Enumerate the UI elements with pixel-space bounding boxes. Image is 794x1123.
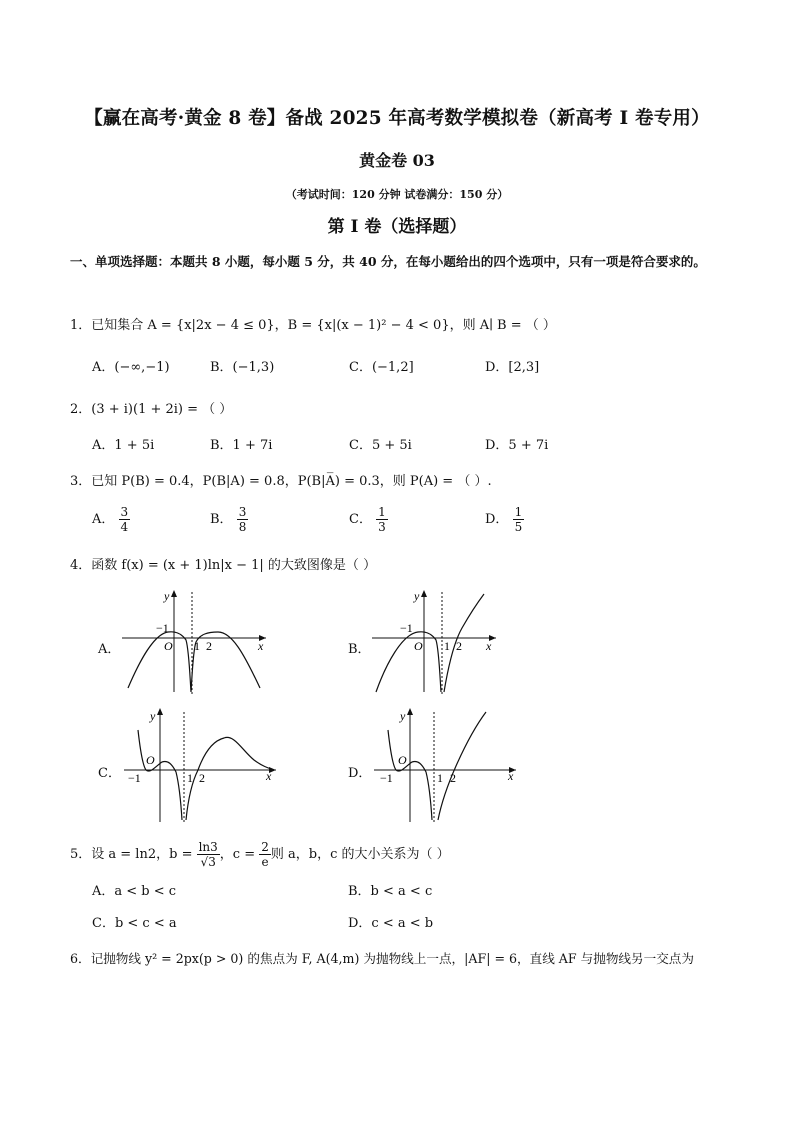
graph-d-label-2: 2 bbox=[450, 771, 456, 785]
graph-c-label-o: O bbox=[146, 753, 155, 767]
q5-fraction-c bbox=[259, 840, 271, 869]
graph-d-curve-right bbox=[438, 712, 486, 820]
q1-option-d: D．[2,3] bbox=[485, 360, 540, 375]
q1-option-c: C．(−1,2] bbox=[349, 360, 414, 375]
graph-c-label-y: y bbox=[150, 709, 156, 723]
q3-option-a-label: A． bbox=[92, 512, 115, 527]
graph-b-y-arrow bbox=[421, 590, 427, 597]
q3-a-numerator: 3 bbox=[120, 505, 129, 519]
q5-stem-part-a: 5．设 a = ln2，b = bbox=[70, 847, 197, 862]
q3-option-d-fraction bbox=[513, 505, 525, 534]
q3-option-c-fraction bbox=[376, 505, 388, 534]
exam-meta: （考试时间：120 分钟 试卷满分：150 分） bbox=[285, 188, 509, 201]
graph-b-label-neg1: −1 bbox=[400, 621, 413, 635]
q3-option-a bbox=[92, 505, 130, 534]
graph-b-label-o: O bbox=[414, 639, 423, 653]
q3-option-b bbox=[210, 505, 248, 534]
q4-option-d: D． bbox=[348, 766, 372, 781]
q5-c-numerator: 2 bbox=[261, 840, 269, 854]
q5-b-numerator: ln3 bbox=[198, 840, 218, 854]
q2-option-c: C．5 + 5i bbox=[349, 438, 412, 453]
q4-option-a: A． bbox=[98, 642, 121, 657]
q2-option-d: D．5 + 7i bbox=[485, 438, 549, 453]
q3-option-c-label: C． bbox=[349, 512, 372, 527]
graph-a-label-2: 2 bbox=[206, 639, 212, 653]
q3-option-d bbox=[485, 505, 524, 534]
graph-a-label-1: 1 bbox=[194, 639, 200, 653]
q3-b-numerator: 3 bbox=[238, 505, 247, 519]
graph-d-y-arrow bbox=[407, 708, 413, 715]
q3-c-numerator: 1 bbox=[378, 505, 386, 519]
q3-option-c bbox=[349, 505, 388, 534]
graph-a-label-o: O bbox=[164, 639, 173, 653]
section-heading: 第 I 卷（选择题） bbox=[327, 217, 467, 237]
graph-b-label-2: 2 bbox=[456, 639, 462, 653]
question-4-stem: 4．函数 f(x) = (x + 1)ln|x − 1| 的大致图像是（ ） bbox=[70, 558, 377, 573]
q5-stem-part-c: ，c = bbox=[219, 847, 260, 862]
q2-option-b: B．1 + 7i bbox=[210, 438, 273, 453]
q2-option-a: A．1 + 5i bbox=[92, 438, 155, 453]
graph-c-label-neg1: −1 bbox=[128, 771, 141, 785]
q3-option-a-fraction bbox=[119, 505, 131, 534]
graph-c-label-x: x bbox=[266, 769, 272, 783]
question-5-stem bbox=[70, 840, 450, 869]
graph-a-y-arrow bbox=[171, 590, 177, 597]
q4-option-c: C． bbox=[98, 766, 121, 781]
graph-a-label-y: y bbox=[164, 589, 170, 603]
graph-a-label-x: x bbox=[258, 639, 264, 653]
graph-d-label-o: O bbox=[398, 753, 407, 767]
q1-option-a: A．(−∞,−1) bbox=[92, 360, 170, 375]
question-1-stem: 1．已知集合 A = {x|2x − 4 ≤ 0}，B = {x|(x − 1)² − 4 < 0}，则 A∣ B = （ ） bbox=[70, 318, 556, 333]
question-3-stem: 3．已知 P(B) = 0.4，P(B|A) = 0.8，P(B|A̅) = 0.3，则 P(A) = （ ）. bbox=[70, 474, 492, 489]
graph-d-label-x: x bbox=[508, 769, 514, 783]
graph-b-curve-right bbox=[444, 594, 484, 692]
q1-option-b: B．(−1,3) bbox=[210, 360, 275, 375]
q4-graph-b bbox=[370, 588, 500, 696]
paper-title: 【赢在高考·黄金 8 卷】备战 2025 年高考数学模拟卷（新高考 I 卷专用） bbox=[84, 108, 710, 129]
q5-stem-part-d: 则 a，b，c 的大小关系为（ ） bbox=[270, 847, 450, 862]
graph-d-label-y: y bbox=[400, 709, 406, 723]
graph-c-label-1: 1 bbox=[187, 771, 193, 785]
instructions: 一、单项选择题：本题共 8 小题，每小题 5 分，共 40 分，在每小题给出的四个选项中，只有一项是符合要求的。 bbox=[70, 254, 706, 269]
q3-option-b-fraction bbox=[237, 505, 249, 534]
graph-c-y-arrow bbox=[157, 708, 163, 715]
q5-b-denominator: √3 bbox=[200, 855, 216, 869]
graph-c-label-2: 2 bbox=[199, 771, 205, 785]
graph-d-label-neg1: −1 bbox=[380, 771, 393, 785]
paper-subtitle: 黄金卷 03 bbox=[359, 151, 435, 170]
graph-a-label-neg1: −1 bbox=[156, 621, 169, 635]
q5-option-b: B．b < a < c bbox=[348, 884, 433, 899]
q5-c-denominator: e bbox=[261, 855, 269, 869]
graph-b-label-1: 1 bbox=[444, 639, 450, 653]
q3-option-b-label: B． bbox=[210, 512, 233, 527]
q3-c-denominator: 3 bbox=[378, 520, 386, 534]
q5-option-d: D．c < a < b bbox=[348, 916, 434, 931]
q4-graph-c bbox=[122, 704, 282, 826]
question-2-stem: 2．(3 + i)(1 + 2i) = （ ） bbox=[70, 402, 233, 417]
q5-option-a: A．a < b < c bbox=[92, 884, 177, 899]
graph-d-label-1: 1 bbox=[437, 771, 443, 785]
q5-option-c: C．b < c < a bbox=[92, 916, 177, 931]
q3-option-d-label: D． bbox=[485, 512, 509, 527]
q4-graph-d bbox=[372, 704, 522, 826]
q4-graph-a bbox=[120, 588, 270, 696]
graph-b-curve-left bbox=[376, 632, 441, 692]
q5-fraction-b bbox=[197, 840, 220, 869]
q3-a-denominator: 4 bbox=[120, 520, 129, 534]
question-6-stem: 6．记抛物线 y² = 2px(p > 0) 的焦点为 F, A(4,m) 为抛物线上一点，|AF| = 6，直线 AF 与抛物线另一交点为 bbox=[70, 951, 694, 966]
q3-d-numerator: 1 bbox=[514, 505, 523, 519]
q4-option-b: B． bbox=[348, 642, 371, 657]
graph-b-label-y: y bbox=[414, 589, 420, 603]
q3-d-denominator: 5 bbox=[514, 520, 523, 534]
q3-b-denominator: 8 bbox=[238, 520, 247, 534]
graph-b-label-x: x bbox=[486, 639, 492, 653]
